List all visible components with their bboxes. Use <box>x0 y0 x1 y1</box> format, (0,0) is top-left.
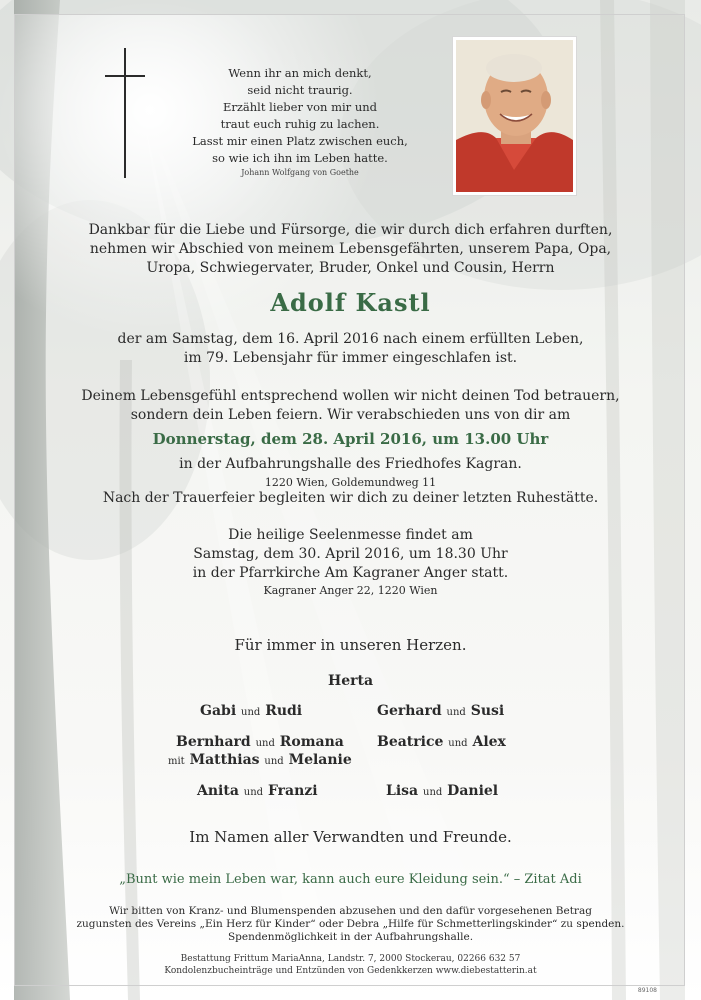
mass-line: Die heilige Seelenmesse findet am <box>228 527 473 543</box>
family-member: Anita <box>197 783 239 799</box>
burial-line: Nach der Trauerfeier begleiten wir dich zu deiner letzten Ruhestätte. <box>102 490 599 506</box>
death-line: im 79. Lebensjahr für immer eingeschlafen ist. <box>183 350 518 366</box>
death-line: der am Samstag, dem 16. April 2016 nach einem erfüllten Leben, <box>117 331 584 347</box>
family-partner: Herta <box>327 673 374 689</box>
poem-line: seid nicht traurig. <box>247 83 353 97</box>
celebration-line: sondern dein Leben feiern. Wir verabschieden uns von dir am <box>130 407 571 423</box>
intro-line: Uropa, Schwiegervater, Bruder, Onkel und Cousin, Herrn <box>146 260 555 276</box>
portrait-photo <box>456 40 573 192</box>
poem-line: Lasst mir einen Platz zwischen euch, <box>192 134 408 148</box>
family-member: Alex <box>472 734 506 750</box>
family-mit: mit <box>168 756 185 767</box>
family-member: Gerhard <box>377 703 442 719</box>
family-couple <box>377 703 504 719</box>
family-member: Bernhard <box>176 734 251 750</box>
poem-line: so wie ich ihn im Leben hatte. <box>212 151 388 165</box>
quote-line: „Bunt wie mein Leben war, kann auch eure Kleidung sein.“ – Zitat Adi <box>119 872 582 887</box>
poem-line: Erzählt lieber von mir und <box>222 100 378 114</box>
family-couple <box>386 783 498 799</box>
funeral-date: Donnerstag, dem 28. April 2016, um 13.00 Uhr <box>152 430 549 448</box>
family-und: und <box>448 738 468 749</box>
relatives-line: Im Namen aller Verwandten und Freunde. <box>189 828 512 846</box>
celebration-line: Deinem Lebensgefühl entsprechend wollen wir nicht deinen Tod betrauern, <box>81 388 620 404</box>
mass-line: Samstag, dem 30. April 2016, um 18.30 Uhr <box>193 546 508 562</box>
family-member: Romana <box>279 734 344 750</box>
family-und: und <box>446 707 466 718</box>
family-member: Lisa <box>386 783 419 799</box>
undertaker-line: Bestattung Frittum MariaAnna, Landstr. 7, 2000 Stockerau, 02266 632 57 <box>180 954 521 964</box>
donation-line: zugunsten des Vereins „Ein Herz für Kinder“ oder Debra „Hilfe für Schmetterlingskinder“ zu spenden. <box>76 918 625 930</box>
mass-line: in der Pfarrkirche Am Kagraner Anger statt. <box>192 565 509 581</box>
family-couple <box>176 734 344 750</box>
family-und: und <box>241 707 261 718</box>
deceased-name: Adolf Kastl <box>270 288 431 317</box>
family-couple <box>200 703 302 719</box>
family-member: Beatrice <box>377 734 444 750</box>
donation-line: Spendenmöglichkeit in der Aufbahrungshalle. <box>227 931 474 943</box>
cross-icon <box>124 48 126 178</box>
family-member: Melanie <box>288 752 352 768</box>
venue-address: 1220 Wien, Goldemundweg 11 <box>264 476 437 489</box>
family-couple <box>197 783 318 799</box>
intro-line: nehmen wir Abschied von meinem Lebensgefährten, unserem Papa, Opa, <box>89 241 612 257</box>
family-member: Daniel <box>447 783 499 799</box>
poem <box>160 65 440 179</box>
intro-line: Dankbar für die Liebe und Fürsorge, die wir durch dich erfahren durften, <box>88 222 613 238</box>
family-member: Gabi <box>200 703 237 719</box>
family-member: Matthias <box>189 752 260 768</box>
family-couple <box>377 734 506 750</box>
forever-line: Für immer in unseren Herzen. <box>234 636 467 654</box>
family-member: Susi <box>470 703 505 719</box>
family-couple <box>168 752 352 768</box>
mass-address: Kagraner Anger 22, 1220 Wien <box>263 584 438 597</box>
family-und: und <box>264 756 284 767</box>
family-member: Franzi <box>267 783 318 799</box>
poem-author: Johann Wolfgang von Goethe <box>241 168 359 177</box>
poem-line: traut euch ruhig zu lachen. <box>220 117 380 131</box>
venue-hall: in der Aufbahrungshalle des Friedhofes Kagran. <box>179 456 522 472</box>
family-und: und <box>423 787 443 798</box>
family-member: Rudi <box>265 703 303 719</box>
poem-line: Wenn ihr an mich denkt, <box>228 66 372 80</box>
family-und: und <box>243 787 264 798</box>
print-code: 89108 <box>637 987 657 994</box>
cross-icon-bar <box>105 75 145 77</box>
family-und: und <box>255 738 275 749</box>
donation-line: Wir bitten von Kranz- und Blumenspenden abzusehen und den dafür vorgesehenen Betrag <box>109 905 592 917</box>
undertaker-line: Kondolenzbucheinträge und Entzünden von Gedenkkerzen www.diebestatterin.at <box>164 966 537 976</box>
